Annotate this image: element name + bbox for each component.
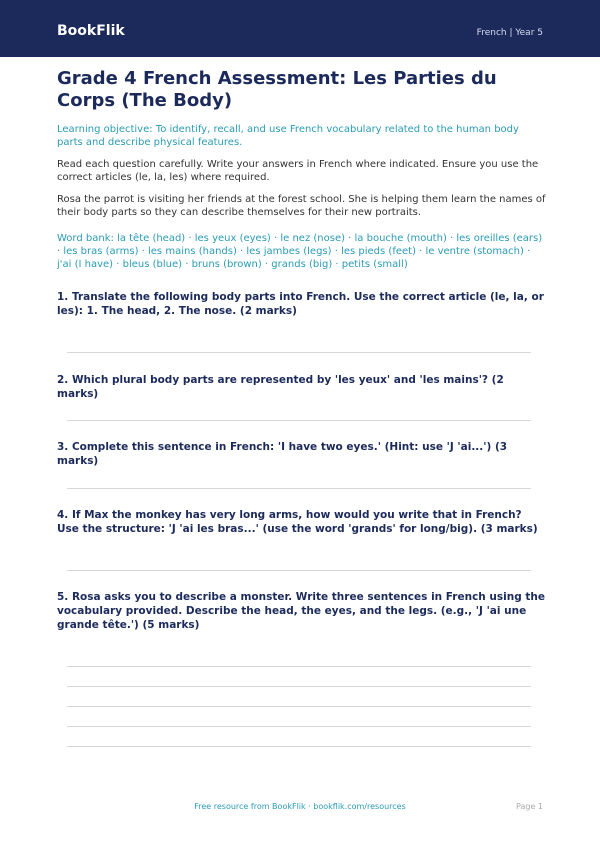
answer-line[interactable]	[67, 420, 531, 421]
footer-source[interactable]: Free resource from BookFlik · bookflik.com/resources	[194, 802, 406, 811]
question-2: 2. Which plural body parts are represented by 'les yeux' and 'les mains'? (2 marks)	[57, 374, 504, 400]
brand-logo[interactable]: BookFlik	[57, 23, 125, 39]
question-3: 3. Complete this sentence in French: 'I have two eyes.' (Hint: use 'J 'ai...') (3 marks)	[57, 441, 508, 467]
page-number: Page 1	[516, 802, 543, 811]
question-4: 4. If Max the monkey has very long arms, how would you write that in French? Use the structure: 'J 'ai les bras...' (use the word 'grands' for long/big). (3 marks)	[57, 509, 538, 535]
header-bar	[0, 0, 600, 57]
answer-line[interactable]	[67, 706, 531, 707]
answer-line[interactable]	[67, 666, 531, 667]
learning-objective: Learning objective: To identify, recall, and use French vocabulary related to the human body parts and describe physical features.	[57, 124, 519, 148]
scenario-text: Rosa the parrot is visiting her friends at the forest school. She is helping them learn the names of their body parts so they can describe themselves for their new portraits.	[57, 194, 546, 218]
answer-line[interactable]	[67, 726, 531, 727]
question-5: 5. Rosa asks you to describe a monster. Write three sentences in French using the vocabulary provided. Describe the head, the eyes, and the legs. (e.g., 'J 'ai une grande tête.') (5 marks)	[57, 591, 546, 631]
question-1: 1. Translate the following body parts into French. Use the correct article (le, la, or les): 1. The head, 2. The nose. (2 marks)	[57, 291, 544, 317]
answer-line[interactable]	[67, 570, 531, 571]
answer-line[interactable]	[67, 686, 531, 687]
answer-line[interactable]	[67, 352, 531, 353]
page-title: Grade 4 French Assessment: Les Parties du Corps (The Body)	[57, 68, 497, 111]
answer-line[interactable]	[67, 488, 531, 489]
word-bank: Word bank: la tête (head) · les yeux (eyes) · le nez (nose) · la bouche (mouth) · les oreilles (ears) · les bras (arms) · les mains (hands) · les jambes (legs) · les pieds (feet) · le ventre (stomach) · j'ai (I have) · bleus (blue) · bruns (brown) · grands (big) · petits (small)	[57, 233, 543, 270]
subject-year-label: French | Year 5	[476, 28, 543, 38]
answer-line[interactable]	[67, 746, 531, 747]
instructions-text: Read each question carefully. Write your answers in French where indicated. Ensure you use the correct articles (le, la, les) where required.	[57, 159, 539, 183]
